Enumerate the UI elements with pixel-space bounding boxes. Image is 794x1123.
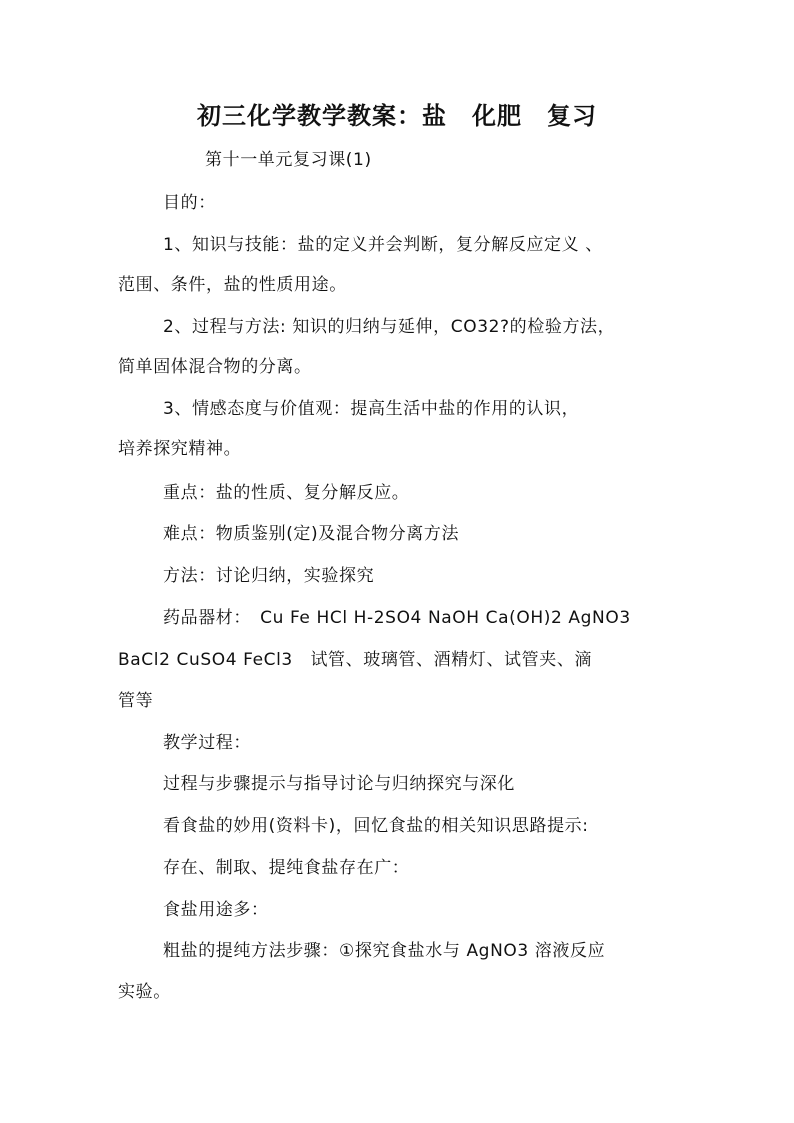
difficulties: 难点：物质鉴别(定)及混合物分离方法: [163, 524, 460, 544]
methods: 方法：讨论归纳，实验探究: [163, 566, 375, 586]
objective-1-line-1: 1、知识与技能：盐的定义并会判断，复分解反应定义 、: [163, 235, 603, 255]
materials-line-3: 管等: [118, 691, 154, 711]
objective-2-line-2: 简单固体混合物的分离。: [118, 357, 312, 377]
process-line-4: 食盐用途多：: [163, 900, 269, 920]
document-title: 初三化学教学教案：盐 化肥 复习: [197, 101, 597, 130]
process-line-1: 过程与步骤提示与指导讨论与归纳探究与深化: [163, 774, 515, 794]
process-line-2: 看食盐的妙用(资料卡)，回忆食盐的相关知识思路提示:: [163, 816, 589, 836]
objective-2-line-1: 2、过程与方法: 知识的归纳与延伸，CO32?的检验方法，: [163, 317, 616, 337]
objective-1-line-2: 范围、条件，盐的性质用途。: [118, 275, 347, 295]
document-subtitle: 第十一单元复习课(1): [205, 150, 372, 170]
objective-3-line-2: 培养探究精神。: [118, 439, 242, 459]
process-line-3: 存在、制取、提纯食盐存在广：: [163, 858, 410, 878]
objective-heading: 目的：: [163, 193, 216, 213]
process-heading: 教学过程：: [163, 733, 251, 753]
materials-line-2: BaCl2 CuSO4 FeCl3 试管、玻璃管、酒精灯、试管夹、滴: [118, 650, 593, 670]
objective-3-line-1: 3、情感态度与价值观：提高生活中盐的作用的认识，: [163, 399, 580, 419]
process-line-5a: 粗盐的提纯方法步骤：①探究食盐水与 AgNO3 溶液反应: [163, 941, 606, 961]
materials-line-1: 药品器材： Cu Fe HCl H-2SO4 NaOH Ca(OH)2 AgNO3: [163, 608, 631, 628]
key-points: 重点：盐的性质、复分解反应。: [163, 483, 410, 503]
process-line-5b: 实验。: [118, 982, 171, 1002]
